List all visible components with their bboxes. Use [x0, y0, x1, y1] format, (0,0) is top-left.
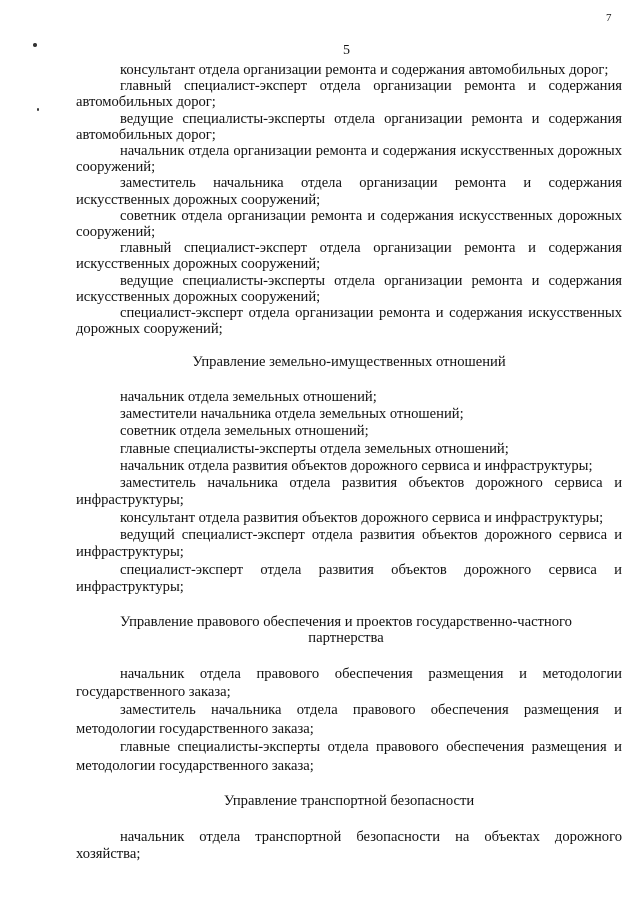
position-list-road-maintenance [76, 62, 622, 337]
document-body [76, 62, 622, 862]
list-item: начальник отдела земельных отношений; [120, 388, 377, 405]
list-item: ведущий специалист-эксперт отдела развития объектов дорожного сервиса и инфраструктуры; [76, 527, 622, 561]
list-item: начальник отдела транспортной безопасности на объектах дорожного хозяйства; [76, 829, 622, 862]
list-item: начальник отдела развития объектов дорожного сервиса и инфраструктуры; [120, 457, 593, 474]
list-item: советник отдела земельных отношений; [120, 423, 369, 440]
list-item: главные специалисты-эксперты отдела правового обеспечения размещения и методологии государственного заказа; [76, 739, 622, 774]
position-list-legal-support [76, 665, 622, 775]
section-heading-legal-support: Управление правового обеспечения и проектов государственно-частного партнерства [120, 614, 572, 647]
scan-speck [33, 43, 37, 47]
list-item: главный специалист-эксперт отдела организации ремонта и содержания искусственных дорожных сооружений; [76, 240, 622, 273]
list-item: главный специалист-эксперт отдела организации ремонта и содержания автомобильных дорог; [76, 78, 622, 111]
list-item: главные специалисты-эксперты отдела земельных отношений; [120, 440, 509, 457]
section-heading-land-relations: Управление земельно-имущественных отношений [192, 354, 506, 371]
section-heading-transport-security: Управление транспортной безопасности [223, 793, 475, 810]
scan-speck [37, 108, 39, 111]
list-item: консультант отдела организации ремонта и содержания автомобильных дорог; [120, 62, 609, 78]
list-item: заместители начальника отдела земельных отношений; [120, 405, 464, 422]
list-item: специалист-эксперт отдела развития объектов дорожного сервиса и инфраструктуры; [76, 561, 622, 595]
list-item: начальник отдела правового обеспечения размещения и методологии государственного заказа; [76, 665, 622, 701]
position-list-transport-security [76, 829, 622, 862]
list-item: начальник отдела организации ремонта и содержания искусственных дорожных сооружений; [76, 143, 622, 176]
position-list-land-relations [76, 389, 622, 597]
list-item: ведущие специалисты-эксперты отдела организации ремонта и содержания искусственных дорожных сооружений; [76, 272, 622, 305]
list-item: заместитель начальника отдела правового обеспечения размещения и методологии государственного заказа; [76, 702, 622, 737]
page-number: 5 [343, 43, 350, 58]
list-item: специалист-эксперт отдела организации ремонта и содержания искусственных дорожных сооружений; [76, 305, 622, 338]
list-item: ведущие специалисты-эксперты отдела организации ремонта и содержания автомобильных дорог; [76, 110, 622, 143]
list-item: заместитель начальника отдела организации ремонта и содержания искусственных дорожных сооружений; [76, 175, 622, 208]
list-item: консультант отдела развития объектов дорожного сервиса и инфраструктуры; [120, 509, 604, 526]
list-item: заместитель начальника отдела развития объектов дорожного сервиса и инфраструктуры; [76, 475, 622, 509]
corner-page-number: 7 [606, 12, 612, 24]
list-item: советник отдела организации ремонта и содержания искусственных дорожных сооружений; [76, 207, 622, 241]
